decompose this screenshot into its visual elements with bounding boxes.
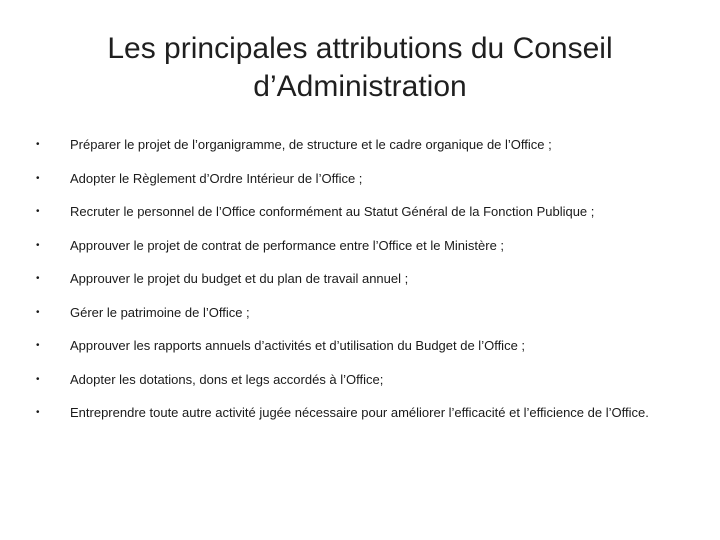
- bullet-icon: •: [36, 206, 40, 217]
- list-item-text: Adopter le Règlement d’Ordre Intérieur de l’Office ;: [70, 170, 363, 186]
- bullet-icon: •: [36, 373, 40, 385]
- bullet-icon: •: [36, 407, 40, 418]
- list-item: [36, 138, 666, 172]
- list-item: [36, 373, 666, 407]
- bullet-icon: •: [36, 306, 40, 318]
- list-item: [36, 339, 666, 373]
- list-item-text: Recruter le personnel de l’Office conformément au Statut Général de la Fonction Publique ;: [70, 204, 595, 219]
- list-item-text: Approuver les rapports annuels d’activités et d’utilisation du Budget de l’Office ;: [70, 338, 526, 353]
- bullet-icon: •: [36, 239, 40, 251]
- list-item-text: Adopter les dotations, dons et legs accordés à l’Office;: [70, 371, 384, 387]
- list-item-text: Entreprendre toute autre activité jugée nécessaire pour améliorer l’efficacité et l’efficience de l’Office.: [70, 405, 649, 420]
- bullet-icon: •: [36, 273, 40, 284]
- list-item: [36, 172, 666, 206]
- list-item: [36, 272, 666, 306]
- list-item-text: Approuver le projet du budget et du plan de travail annuel ;: [70, 271, 409, 286]
- list-item-text: Gérer le patrimoine de l’Office ;: [70, 304, 250, 320]
- list-item-text: Préparer le projet de l’organigramme, de structure et le cadre organique de l’Office ;: [70, 137, 552, 152]
- slide-title: [60, 30, 660, 106]
- list-item: [36, 306, 666, 340]
- slide-title-line-1: Les principales attributions du Conseil: [107, 32, 613, 65]
- list-item: [36, 205, 666, 239]
- bullet-icon: •: [36, 139, 40, 150]
- list-item-text: Approuver le projet de contrat de performance entre l’Office et le Ministère ;: [70, 237, 505, 253]
- slide-title-line-2: d’Administration: [253, 70, 467, 103]
- list-item: [36, 239, 666, 273]
- bullet-list: [36, 138, 666, 420]
- list-item: [36, 406, 666, 420]
- bullet-icon: •: [36, 340, 40, 351]
- bullet-icon: •: [36, 172, 40, 184]
